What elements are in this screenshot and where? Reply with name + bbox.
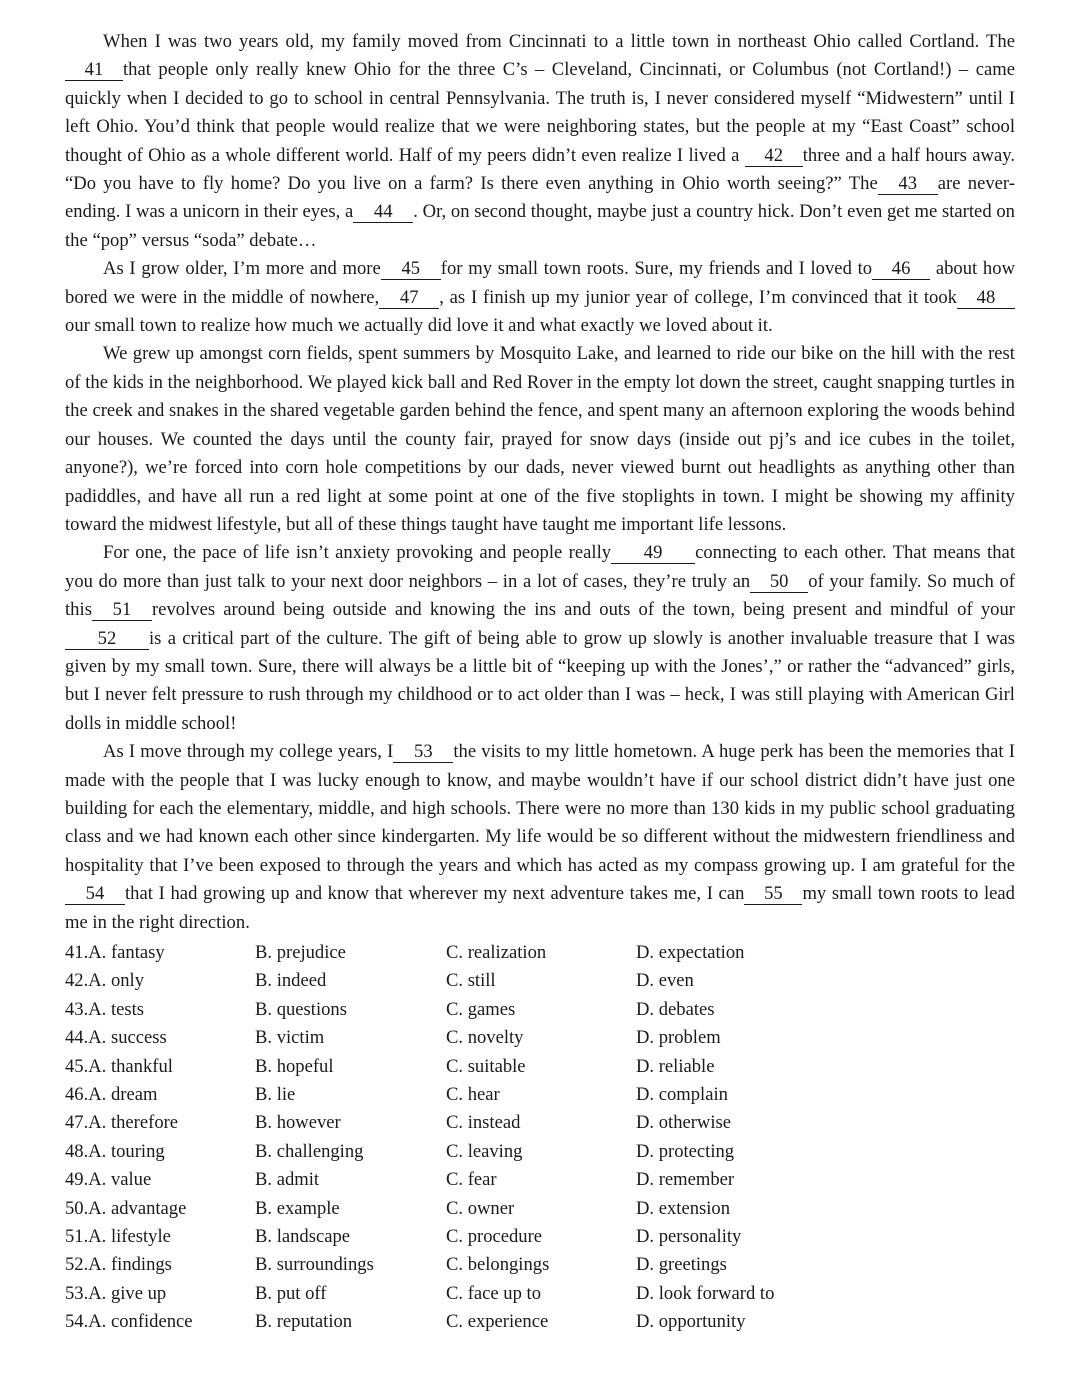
cloze-passage — [65, 28, 1015, 937]
passage-text: our small town to realize how much we actually did love it and what exactly we loved about it. — [65, 315, 773, 337]
option-b: B. indeed — [255, 970, 327, 992]
option-row — [65, 1223, 1015, 1251]
passage-paragraph — [65, 28, 1015, 255]
option-d: D. problem — [636, 1027, 721, 1049]
option-c: C. instead — [446, 1112, 521, 1134]
passage-text: are never-ending. I was a unicorn in their eyes, a — [65, 173, 1015, 223]
passage-paragraph — [65, 255, 1015, 340]
option-row — [65, 1166, 1015, 1194]
option-b: B. reputation — [255, 1311, 353, 1333]
option-row — [65, 939, 1015, 967]
passage-text: As I move through my college years, I — [103, 741, 394, 763]
option-a: 51.A. lifestyle — [65, 1225, 171, 1247]
blank-41: 41 — [65, 60, 123, 81]
blank-53: 53 — [393, 742, 453, 763]
answer-options — [65, 939, 1015, 1336]
option-a: 41.A. fantasy — [65, 942, 165, 963]
option-c: C. hear — [446, 1083, 500, 1105]
option-a: 50.A. advantage — [65, 1197, 187, 1219]
option-d: D. personality — [636, 1225, 742, 1247]
option-c: C. experience — [446, 1311, 549, 1333]
blank-45: 45 — [381, 259, 441, 280]
blank-50: 50 — [750, 572, 808, 593]
passage-text: As I grow older, I’m more and more — [103, 258, 381, 280]
passage-text: the visits to my little hometown. A huge perk has been the memories that I made with the people that I was lucky enough to know, and maybe wouldn’t have if our school district didn’t have just one building for each the elementary, middle, and high schools. There were no more than 130 kids in my public school graduating class and we had known each other since kindergarten. My life would be so different without the midwestern friendliness and hospitality that I’ve been exposed to through the years and which has acted as my compass growing up. I am grateful for the — [65, 741, 1015, 876]
option-a: 48.A. touring — [65, 1140, 165, 1162]
option-a: 52.A. findings — [65, 1254, 172, 1276]
option-d: D. otherwise — [636, 1112, 732, 1134]
option-b: B. admit — [255, 1169, 320, 1191]
blank-54: 54 — [65, 884, 125, 905]
blank-49: 49 — [611, 543, 695, 564]
option-row — [65, 1138, 1015, 1166]
option-c: C. suitable — [446, 1055, 526, 1077]
passage-text: , as I finish up my junior year of college, I’m convinced that it took — [439, 286, 957, 308]
option-b: B. prejudice — [255, 942, 346, 963]
passage-text: of your family. So much of this — [65, 570, 1016, 621]
option-row — [65, 1109, 1015, 1137]
option-b: B. challenging — [255, 1140, 364, 1162]
option-row — [65, 1081, 1015, 1109]
passage-text: . Or, on second thought, maybe just a country hick. Don’t even get me started on the “pop” versus “soda” debate… — [65, 201, 1015, 251]
option-d: D. reliable — [636, 1055, 715, 1077]
option-b: B. hopeful — [255, 1055, 334, 1077]
blank-55: 55 — [744, 884, 802, 905]
passage-text: three and a half hours away. “Do you have to fly home? Do you live on a farm? Is there even anything in Ohio worth seeing?” The — [65, 144, 1015, 195]
option-row — [65, 1024, 1015, 1052]
option-c: C. belongings — [446, 1254, 550, 1276]
option-b: B. victim — [255, 1027, 325, 1049]
option-c: C. fear — [446, 1169, 497, 1191]
blank-42: 42 — [745, 146, 803, 167]
option-a: 44.A. success — [65, 1027, 167, 1049]
option-a: 53.A. give up — [65, 1282, 167, 1304]
option-c: C. realization — [446, 942, 547, 963]
option-b: B. put off — [255, 1282, 327, 1304]
option-d: D. extension — [636, 1197, 730, 1219]
option-d: D. remember — [636, 1169, 735, 1191]
blank-46: 46 — [872, 259, 930, 280]
option-a: 42.A. only — [65, 970, 145, 992]
option-b: B. lie — [255, 1083, 296, 1105]
option-row — [65, 1308, 1015, 1336]
option-d: D. protecting — [636, 1140, 735, 1162]
option-b: B. example — [255, 1197, 340, 1219]
option-d: D. debates — [636, 998, 715, 1020]
option-c: C. procedure — [446, 1225, 543, 1247]
option-d: D. opportunity — [636, 1311, 746, 1333]
passage-text: my small town roots to lead me in the right direction. — [65, 883, 1016, 933]
passage-paragraph — [65, 738, 1015, 937]
option-row — [65, 1251, 1015, 1279]
option-c: C. still — [446, 970, 496, 992]
option-d: D. look forward to — [636, 1282, 775, 1304]
option-row — [65, 1053, 1015, 1081]
passage-text: revolves around being outside and knowing the ins and outs of the town, being present and mindful of your — [151, 599, 1015, 621]
option-row — [65, 1280, 1015, 1308]
passage-text: that I had growing up and know that wherever my next adventure takes me, I can — [125, 883, 745, 905]
option-c: C. face up to — [446, 1282, 542, 1304]
option-b: B. landscape — [255, 1225, 351, 1247]
blank-52: 52 — [65, 629, 149, 650]
option-d: D. greetings — [636, 1254, 727, 1276]
option-b: B. questions — [255, 998, 347, 1020]
option-d: D. complain — [636, 1083, 728, 1105]
passage-paragraph — [65, 539, 1015, 738]
option-d: D. even — [636, 970, 694, 992]
option-a: 49.A. value — [65, 1169, 152, 1191]
option-row — [65, 967, 1015, 995]
option-row — [65, 1195, 1015, 1223]
passage-text: We grew up amongst corn fields, spent summers by Mosquito Lake, and learned to ride our bike on the hill with the rest of the kids in the neighborhood. We played kick ball and Red Rover in the empty lot down the street, caught snapping turtles in the creek and snakes in the shared vegetable garden behind the fence, and spent many an afternoon exploring the woods behind our houses. We counted the days until the county fair, prayed for snow days (inside out pj’s and ice cubes in the toilet, anyone?), we’re forced into corn hole competitions by our dads, never viewed burnt out headlights as anything other than padiddles, and have all run a red light at some point at one of the five stoplights in town. I might be showing my affinity toward the midwest lifestyle, but all of these things taught have taught me important life lessons. — [65, 343, 1015, 535]
option-c: C. novelty — [446, 1027, 524, 1049]
option-a: 43.A. tests — [65, 998, 145, 1020]
passage-text: that people only really knew Ohio for the three C’s – Cleveland, Cincinnati, or Columbus (not Cortland!) – came quickly when I decided to go to school in central Pennsylvania. The truth is, I never considered myself “Midwestern” until I left Ohio. You’d think that people would realize that we were neighboring states, but the people at my “East Coast” school thought of Ohio as a whole different world. Half of my peers didn’t even realize I lived a — [65, 59, 1015, 166]
option-c: C. games — [446, 998, 516, 1020]
passage-text: is a critical part of the culture. The gift of being able to grow up slowly is another invaluable treasure that I was given by my small town. Sure, there will always be a little bit of “keeping up with the Jones’,” or rather the “advanced” girls, but I never felt pressure to rush through my childhood or to act older than I was – heck, I was still playing with American Girl dolls in middle school! — [65, 627, 1015, 734]
blank-51: 51 — [92, 600, 152, 621]
option-a: 54.A. confidence — [65, 1311, 193, 1333]
passage-paragraph — [65, 340, 1015, 539]
blank-48: 48 — [957, 288, 1015, 309]
option-a: 46.A. dream — [65, 1083, 158, 1105]
option-c: C. leaving — [446, 1140, 523, 1162]
option-a: 47.A. therefore — [65, 1112, 179, 1134]
passage-text: connecting to each other. That means that you do more than just talk to your next door neighbors – in a lot of cases, they’re truly an — [65, 542, 1016, 592]
option-b: B. however — [255, 1112, 341, 1134]
passage-text: When I was two years old, my family moved from Cincinnati to a little town in northeast Ohio called Cortland. The — [103, 31, 1015, 52]
blank-43: 43 — [878, 174, 938, 195]
option-a: 45.A. thankful — [65, 1055, 173, 1077]
passage-text: For one, the pace of life isn’t anxiety provoking and people really — [103, 542, 612, 564]
passage-text: about how bored we were in the middle of nowhere, — [65, 258, 1016, 308]
blank-44: 44 — [353, 202, 413, 223]
option-c: C. owner — [446, 1197, 515, 1219]
blank-47: 47 — [379, 288, 439, 309]
option-b: B. surroundings — [255, 1254, 374, 1276]
option-d: D. expectation — [636, 942, 745, 963]
passage-text: for my small town roots. Sure, my friends and I loved to — [440, 258, 873, 280]
option-row — [65, 996, 1015, 1024]
